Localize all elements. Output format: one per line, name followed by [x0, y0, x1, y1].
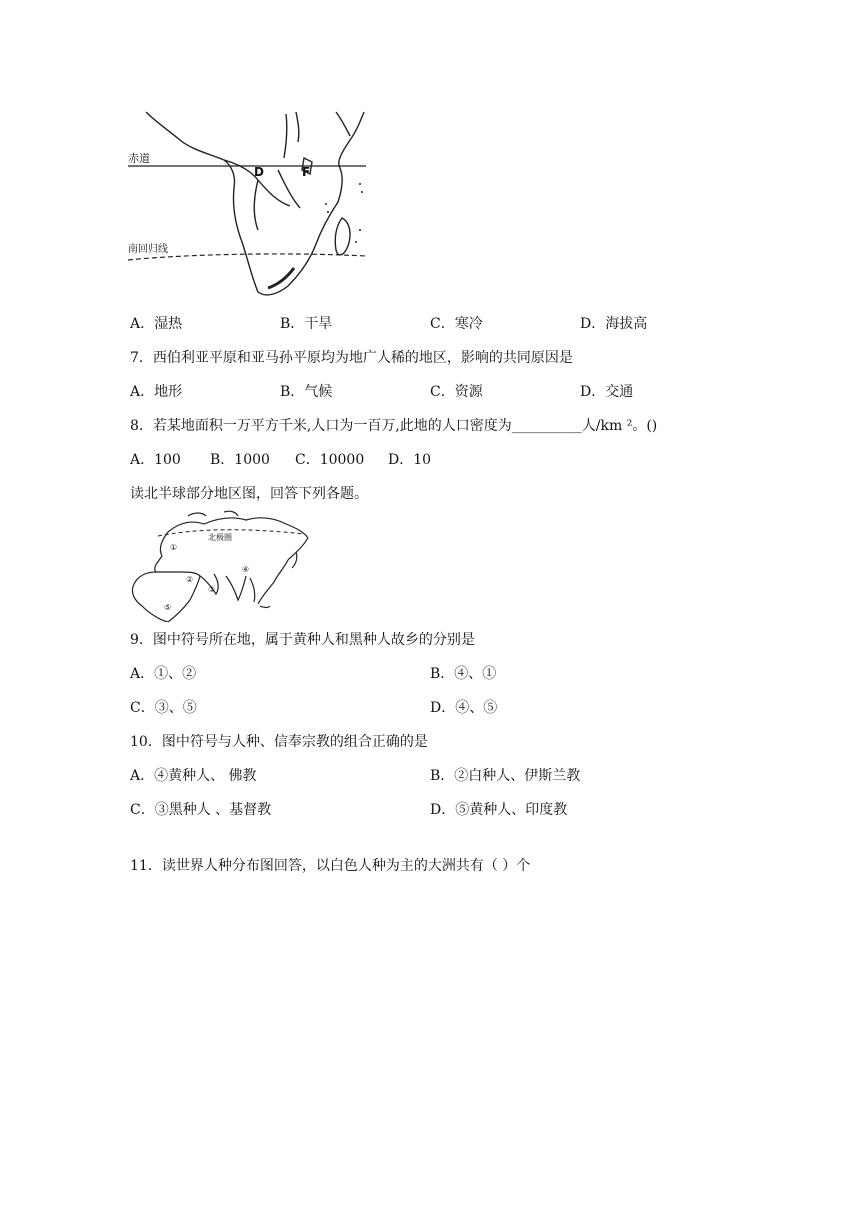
- q7-option-b[interactable]: B．气候: [280, 384, 333, 400]
- q6-option-a[interactable]: A．湿热: [130, 316, 183, 332]
- africa-map: [128, 110, 368, 302]
- equator-label: 赤道: [128, 152, 150, 165]
- q7-stem: 7．西伯利亚平原和亚马孙平原均为地广人稀的地区，影响的共同原因是: [130, 350, 573, 366]
- q9-option-d[interactable]: D．④、⑤: [430, 700, 498, 716]
- q8-option-a[interactable]: A．100: [130, 452, 181, 468]
- q8-option-c[interactable]: C．10000: [295, 452, 365, 468]
- q9-option-c[interactable]: C．③、⑤: [130, 700, 197, 716]
- tropic-label: 南回归线: [128, 244, 168, 255]
- marker-3: ③: [208, 585, 216, 594]
- q7-option-c[interactable]: C．资源: [430, 384, 483, 400]
- q10-stem: 10．图中符号与人种、信奉宗教的组合正确的是: [130, 734, 428, 750]
- q6-option-c[interactable]: C．寒冷: [430, 316, 483, 332]
- map2-intro: 读北半球部分地区图，回答下列各题。: [130, 486, 368, 502]
- q9-stem: 9．图中符号所在地，属于黄种人和黑种人故乡的分别是: [130, 632, 475, 648]
- q7-option-a[interactable]: A．地形: [130, 384, 183, 400]
- q7-option-d[interactable]: D．交通: [580, 384, 634, 400]
- q10-option-c[interactable]: C．③黑种人 、基督教: [130, 802, 272, 818]
- label-d: D: [254, 165, 264, 179]
- arctic-circle-label: 北极圈: [208, 533, 232, 542]
- marker-4: ④: [242, 565, 250, 574]
- q11-stem: 11．读世界人种分布图回答，以白色人种为主的大洲共有（ ）个: [130, 858, 531, 874]
- q8-option-d[interactable]: D．10: [388, 452, 432, 468]
- q10-option-b[interactable]: B．②白种人、伊斯兰教: [430, 768, 581, 784]
- q8-option-b[interactable]: B．1000: [210, 452, 270, 468]
- marker-2: ②: [186, 575, 194, 584]
- marker-5: ⑤: [164, 603, 172, 612]
- eurasia-map: [128, 510, 310, 622]
- q6-option-b[interactable]: B．干旱: [280, 316, 333, 332]
- q10-option-a[interactable]: A．④黄种人、 佛教: [130, 768, 257, 784]
- q9-option-a[interactable]: A．①、②: [130, 666, 197, 682]
- q9-option-b[interactable]: B．④、①: [430, 666, 497, 682]
- q10-option-d[interactable]: D．⑤黄种人、印度教: [430, 802, 568, 818]
- marker-1: ①: [170, 543, 178, 552]
- q6-option-d[interactable]: D．海拔高: [580, 316, 648, 332]
- q8-stem: 8．若某地面积一万平方千米,人口为一百万,此地的人口密度为__________人/km ²。(): [130, 418, 658, 434]
- label-f: F: [302, 165, 311, 179]
